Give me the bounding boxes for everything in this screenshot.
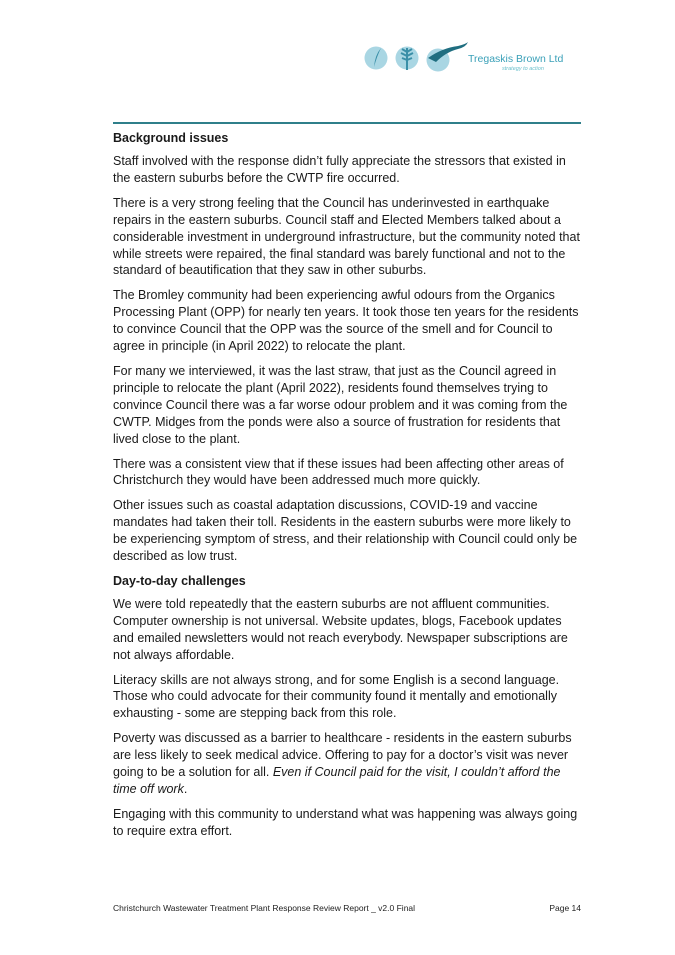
footer-title: Christchurch Wastewater Treatment Plant Response Review Report _ v2.0 Final (113, 903, 416, 913)
header-divider (113, 122, 581, 124)
logo-tagline: strategy to action (502, 66, 544, 72)
paragraph: Staff involved with the response didn’t fully appreciate the stressors that existed in the eastern suburbs before the CWTP fire occurred. (113, 154, 566, 185)
paragraph-text: Poverty was discussed as a barrier to healthcare - residents in the eastern suburbs are less likely to seek medical advice. Offering to pay for a doctor’s visit was never going to be a solution for all. (113, 731, 572, 780)
paragraph: For many we interviewed, it was the last straw, that just as the Council agreed in principle to relocate the plant (April 2022), residents found themselves trying to convince Council there was a far worse odour problem and it was coming from the CWTP. Midges from the ponds were also a source of frustration for residents that lived close to the plant. (113, 363, 568, 446)
paragraph: We were told repeatedly that the eastern suburbs are not affluent communities. Computer ownership is not universal. Website updates, blogs, Facebook updates and emailed newsletters would not reach everybody. Newspaper subscriptions are not always affordable. (113, 596, 568, 662)
paragraph: There is a very strong feeling that the Council has underinvested in earthquake repairs in the eastern suburbs. Council staff and Elected Members talked about a considerable investment in underground infrastructure, but the community noted that while streets were repaired, the final standard was barely functional and not to the standard of beautification that they saw in other suburbs. (113, 195, 580, 278)
page-number: Page 14 (549, 903, 581, 913)
section-heading-challenges: Day-to-day challenges (113, 573, 246, 588)
poverty-paragraph (113, 730, 581, 798)
logo-company-name: Tregaskis Brown Ltd (468, 53, 564, 65)
bird-circle-icon (427, 42, 469, 72)
paragraph: Engaging with this community to understand what was happening was always going to require extra effort. (113, 806, 578, 838)
italic-quote: Even if Council paid for the visit, I couldn’t afford the time off work (113, 765, 561, 796)
page-body (113, 130, 581, 848)
feather-circle-icon (365, 47, 388, 70)
section-heading-background: Background issues (113, 131, 229, 145)
paragraph: Other issues such as coastal adaptation discussions, COVID-19 and vaccine mandates had taken their toll. Residents in the eastern suburbs were more likely to be experiencing symptom of stress, and their relationship with Council could only be described as low trust. (113, 498, 578, 564)
company-logo (362, 38, 562, 78)
logo-mark (362, 38, 468, 78)
paragraph-end: . (183, 782, 188, 796)
paragraph: Literacy skills are not always strong, and for some English is a second language. Those who could advocate for their community found it mentally and emotionally exhausting - some are stepping back from this role. (113, 672, 560, 721)
paragraph: The Bromley community had been experiencing awful odours from the Organics Processing Plant (OPP) for nearly ten years. It took those ten years for the residents to convince Council that the OPP was the source of the smell and for Council to agree in principle (in April 2022) to relocate the plant. (113, 288, 579, 354)
leaf-circle-icon (396, 47, 419, 71)
paragraph: There was a consistent view that if these issues had been affecting other areas of Christchurch they would have been addressed much more quickly. (113, 456, 564, 488)
